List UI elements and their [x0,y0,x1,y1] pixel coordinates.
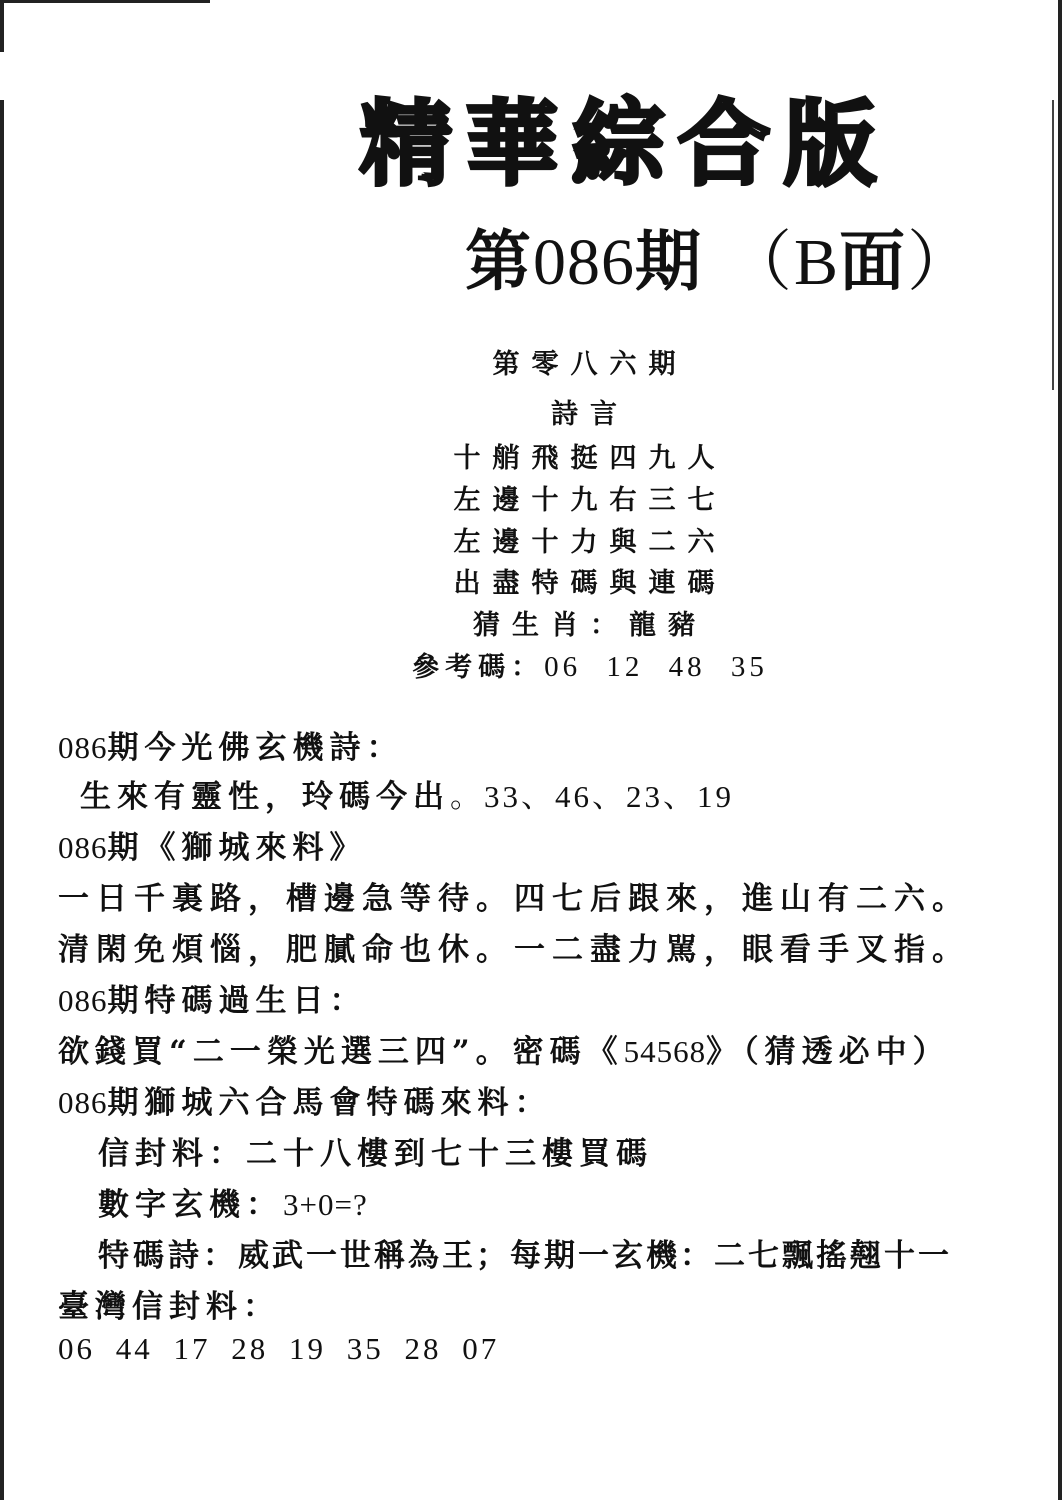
scan-border-left [0,100,4,1500]
scan-border-right [1058,0,1062,1500]
issue-number-inline: 086 [58,983,108,1018]
scan-border-top [0,0,210,3]
birthday-line-b: 》（猜透必中） [706,1034,950,1070]
side-letter: B [793,226,840,299]
reference-codes: 06 12 48 35 [544,651,768,683]
page-title: 精華綜合版 [360,91,891,198]
envelope-line [98,1128,653,1173]
buddha-line-text: 生來有靈性，玲碼今出 [80,779,450,815]
poem-heading: 詩言 [551,399,629,430]
horse-club-title [58,1077,552,1122]
taiwan-numbers: 06 44 17 28 19 35 28 07 [58,1331,500,1366]
reference-label: 參考碼： [412,652,545,683]
scan-border-corner [0,0,4,52]
special-poem-label: 特碼詩： [98,1238,238,1274]
taiwan-envelope-title: 臺灣信封料： [58,1289,280,1325]
zodiac-value: 龍豬 [629,610,707,641]
lion-title-text: 期《獅城來料》 [107,830,367,866]
envelope-value: 二十八樓到七十三樓買碼 [246,1136,653,1172]
birthday-title-text: 期特碼過生日： [107,983,367,1019]
birthday-line-a: 欲錢買“二一榮光選三四”。密碼《 [58,1034,624,1070]
buddha-line-numbers: 。33、46、23、19 [450,779,734,814]
birthday-code: 54568 [623,1034,707,1069]
poem-verse: 左邊十力與二六 [453,527,727,558]
birthday-title [58,975,367,1020]
poem-issue-line: 第零八六期 [492,349,688,380]
lion-city-title [58,822,367,867]
lion-city-line: 清閑免煩惱，肥膩命也休。一二盡力駡，眼看手叉指。 [58,932,970,968]
envelope-label: 信封料： [98,1136,246,1172]
buddha-poem-line [80,771,734,816]
issue-heading [465,222,975,302]
scan-edge-mark [1052,100,1054,390]
reference-codes-line [300,645,880,684]
buddha-title-text: 期今光佛玄機詩： [107,730,404,766]
issue-suffix: 期 [635,223,703,300]
side-word: 面 [839,223,908,300]
issue-number: 086 [533,226,635,299]
issue-number-inline: 086 [58,730,108,765]
horse-title-text: 期獅城六合馬會特碼來料： [107,1085,552,1121]
digit-label: 數字玄機： [98,1187,283,1223]
digit-value: 3+0=? [283,1187,368,1222]
zodiac-guess [300,603,880,642]
side-close-paren: ） [907,223,976,300]
zodiac-label: 猜生肖： [473,610,629,641]
issue-number-inline: 086 [58,1085,108,1120]
issue-number-inline: 086 [58,830,108,865]
birthday-line [58,1026,950,1071]
poem-verse: 十艄飛挺四九人 [453,443,727,474]
special-poem-line [98,1230,952,1275]
poem-verse: 左邊十九右三七 [453,485,727,516]
digit-riddle-line [98,1179,368,1224]
buddha-poem-title [58,722,404,767]
lion-city-line: 一日千裏路，槽邊急等待。四七后跟來，進山有二六。 [58,881,970,917]
poem-verse: 出盡特碼與連碼 [453,568,727,599]
special-poem-value: 威武一世稱為王；每期一玄機：二七飄搖翹十一 [238,1238,952,1274]
side-open-paren: （ [725,223,794,300]
issue-prefix: 第 [465,223,533,300]
